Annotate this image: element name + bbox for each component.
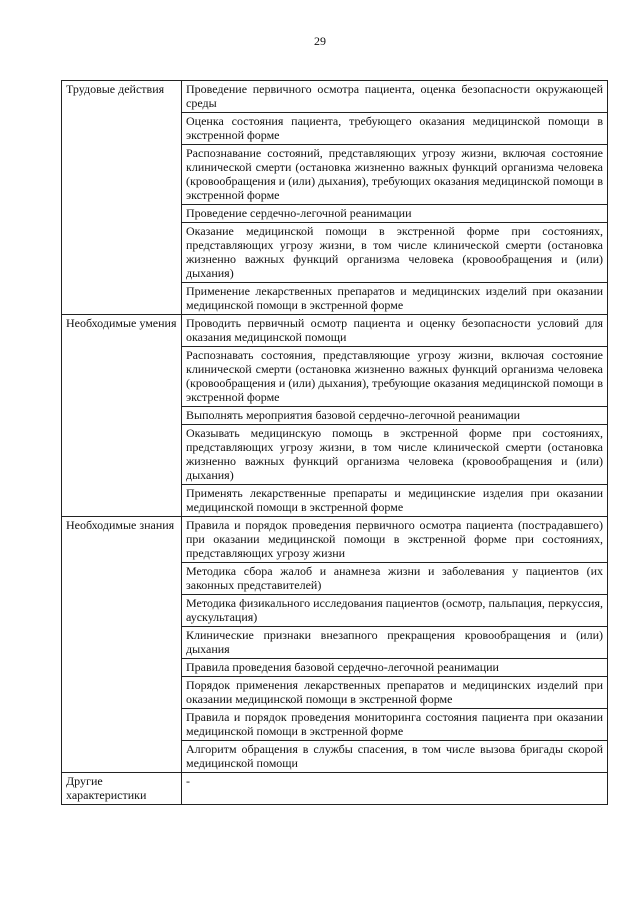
page-number: 29 xyxy=(314,34,326,48)
section-item: Алгоритм обращения в службы спасения, в том числе вызова бригады скорой медицинской помощи xyxy=(182,741,608,773)
specification-table-body xyxy=(62,81,608,805)
section-item: Применять лекарственные препараты и медицинские изделия при оказании медицинской помощи в экстренной форме xyxy=(182,485,608,517)
section-item: Оказывать медицинскую помощь в экстренной форме при состояниях, представляющих угрозу жизни, в том числе клинической смерти (остановка жизненно важных функций организма человека (кровообращения и (или) дыхания) xyxy=(182,425,608,485)
table-row xyxy=(62,773,608,805)
section-item: Проводить первичный осмотр пациента и оценку безопасности условий для оказания медицинской помощи xyxy=(182,315,608,347)
section-item: Правила и порядок проведения первичного осмотра пациента (пострадавшего) при оказании медицинской помощи в экстренной форме при состояниях, представляющих угрозу жизни xyxy=(182,517,608,563)
section-item: - xyxy=(182,773,608,805)
section-item: Распознавать состояния, представляющие угрозу жизни, включая состояние клинической смерти (остановка жизненно важных функций организма человека (кровообращения и (или) дыхания), требующие оказания медицинской помощи в экстренной форме xyxy=(182,347,608,407)
table-row xyxy=(62,81,608,113)
section-label-labor-actions: Трудовые действия xyxy=(62,81,182,315)
section-item: Применение лекарственных препаратов и медицинских изделий при оказании медицинской помощи в экстренной форме xyxy=(182,283,608,315)
section-item: Методика физикального исследования пациентов (осмотр, пальпация, перкуссия, аускультация) xyxy=(182,595,608,627)
section-item: Клинические признаки внезапного прекращения кровообращения и (или) дыхания xyxy=(182,627,608,659)
section-item: Проведение первичного осмотра пациента, оценка безопасности окружающей среды xyxy=(182,81,608,113)
section-item: Распознавание состояний, представляющих угрозу жизни, включая состояние клинической смерти (остановка жизненно важных функций организма человека (кровообращения и (или) дыхания), требующих оказания медицинской помощи в экстренной форме xyxy=(182,145,608,205)
section-item: Правила и порядок проведения мониторинга состояния пациента при оказании медицинской помощи в экстренной форме xyxy=(182,709,608,741)
section-label-required-skills: Необходимые умения xyxy=(62,315,182,517)
section-item: Выполнять мероприятия базовой сердечно-легочной реанимации xyxy=(182,407,608,425)
section-label-other-characteristics: Другие характеристики xyxy=(62,773,182,805)
section-item: Порядок применения лекарственных препаратов и медицинских изделий при оказании медицинской помощи в экстренной форме xyxy=(182,677,608,709)
section-item: Оценка состояния пациента, требующего оказания медицинской помощи в экстренной форме xyxy=(182,113,608,145)
section-item: Методика сбора жалоб и анамнеза жизни и заболевания у пациентов (их законных представителей) xyxy=(182,563,608,595)
section-item: Оказание медицинской помощи в экстренной форме при состояниях, представляющих угрозу жизни, в том числе клинической смерти (остановка жизненно важных функций организма человека (кровообращения и (или) дыхания) xyxy=(182,223,608,283)
section-label-required-knowledge: Необходимые знания xyxy=(62,517,182,773)
table-row xyxy=(62,315,608,347)
specification-table xyxy=(61,80,608,805)
section-item: Правила проведения базовой сердечно-легочной реанимации xyxy=(182,659,608,677)
table-row xyxy=(62,517,608,563)
section-item: Проведение сердечно-легочной реанимации xyxy=(182,205,608,223)
